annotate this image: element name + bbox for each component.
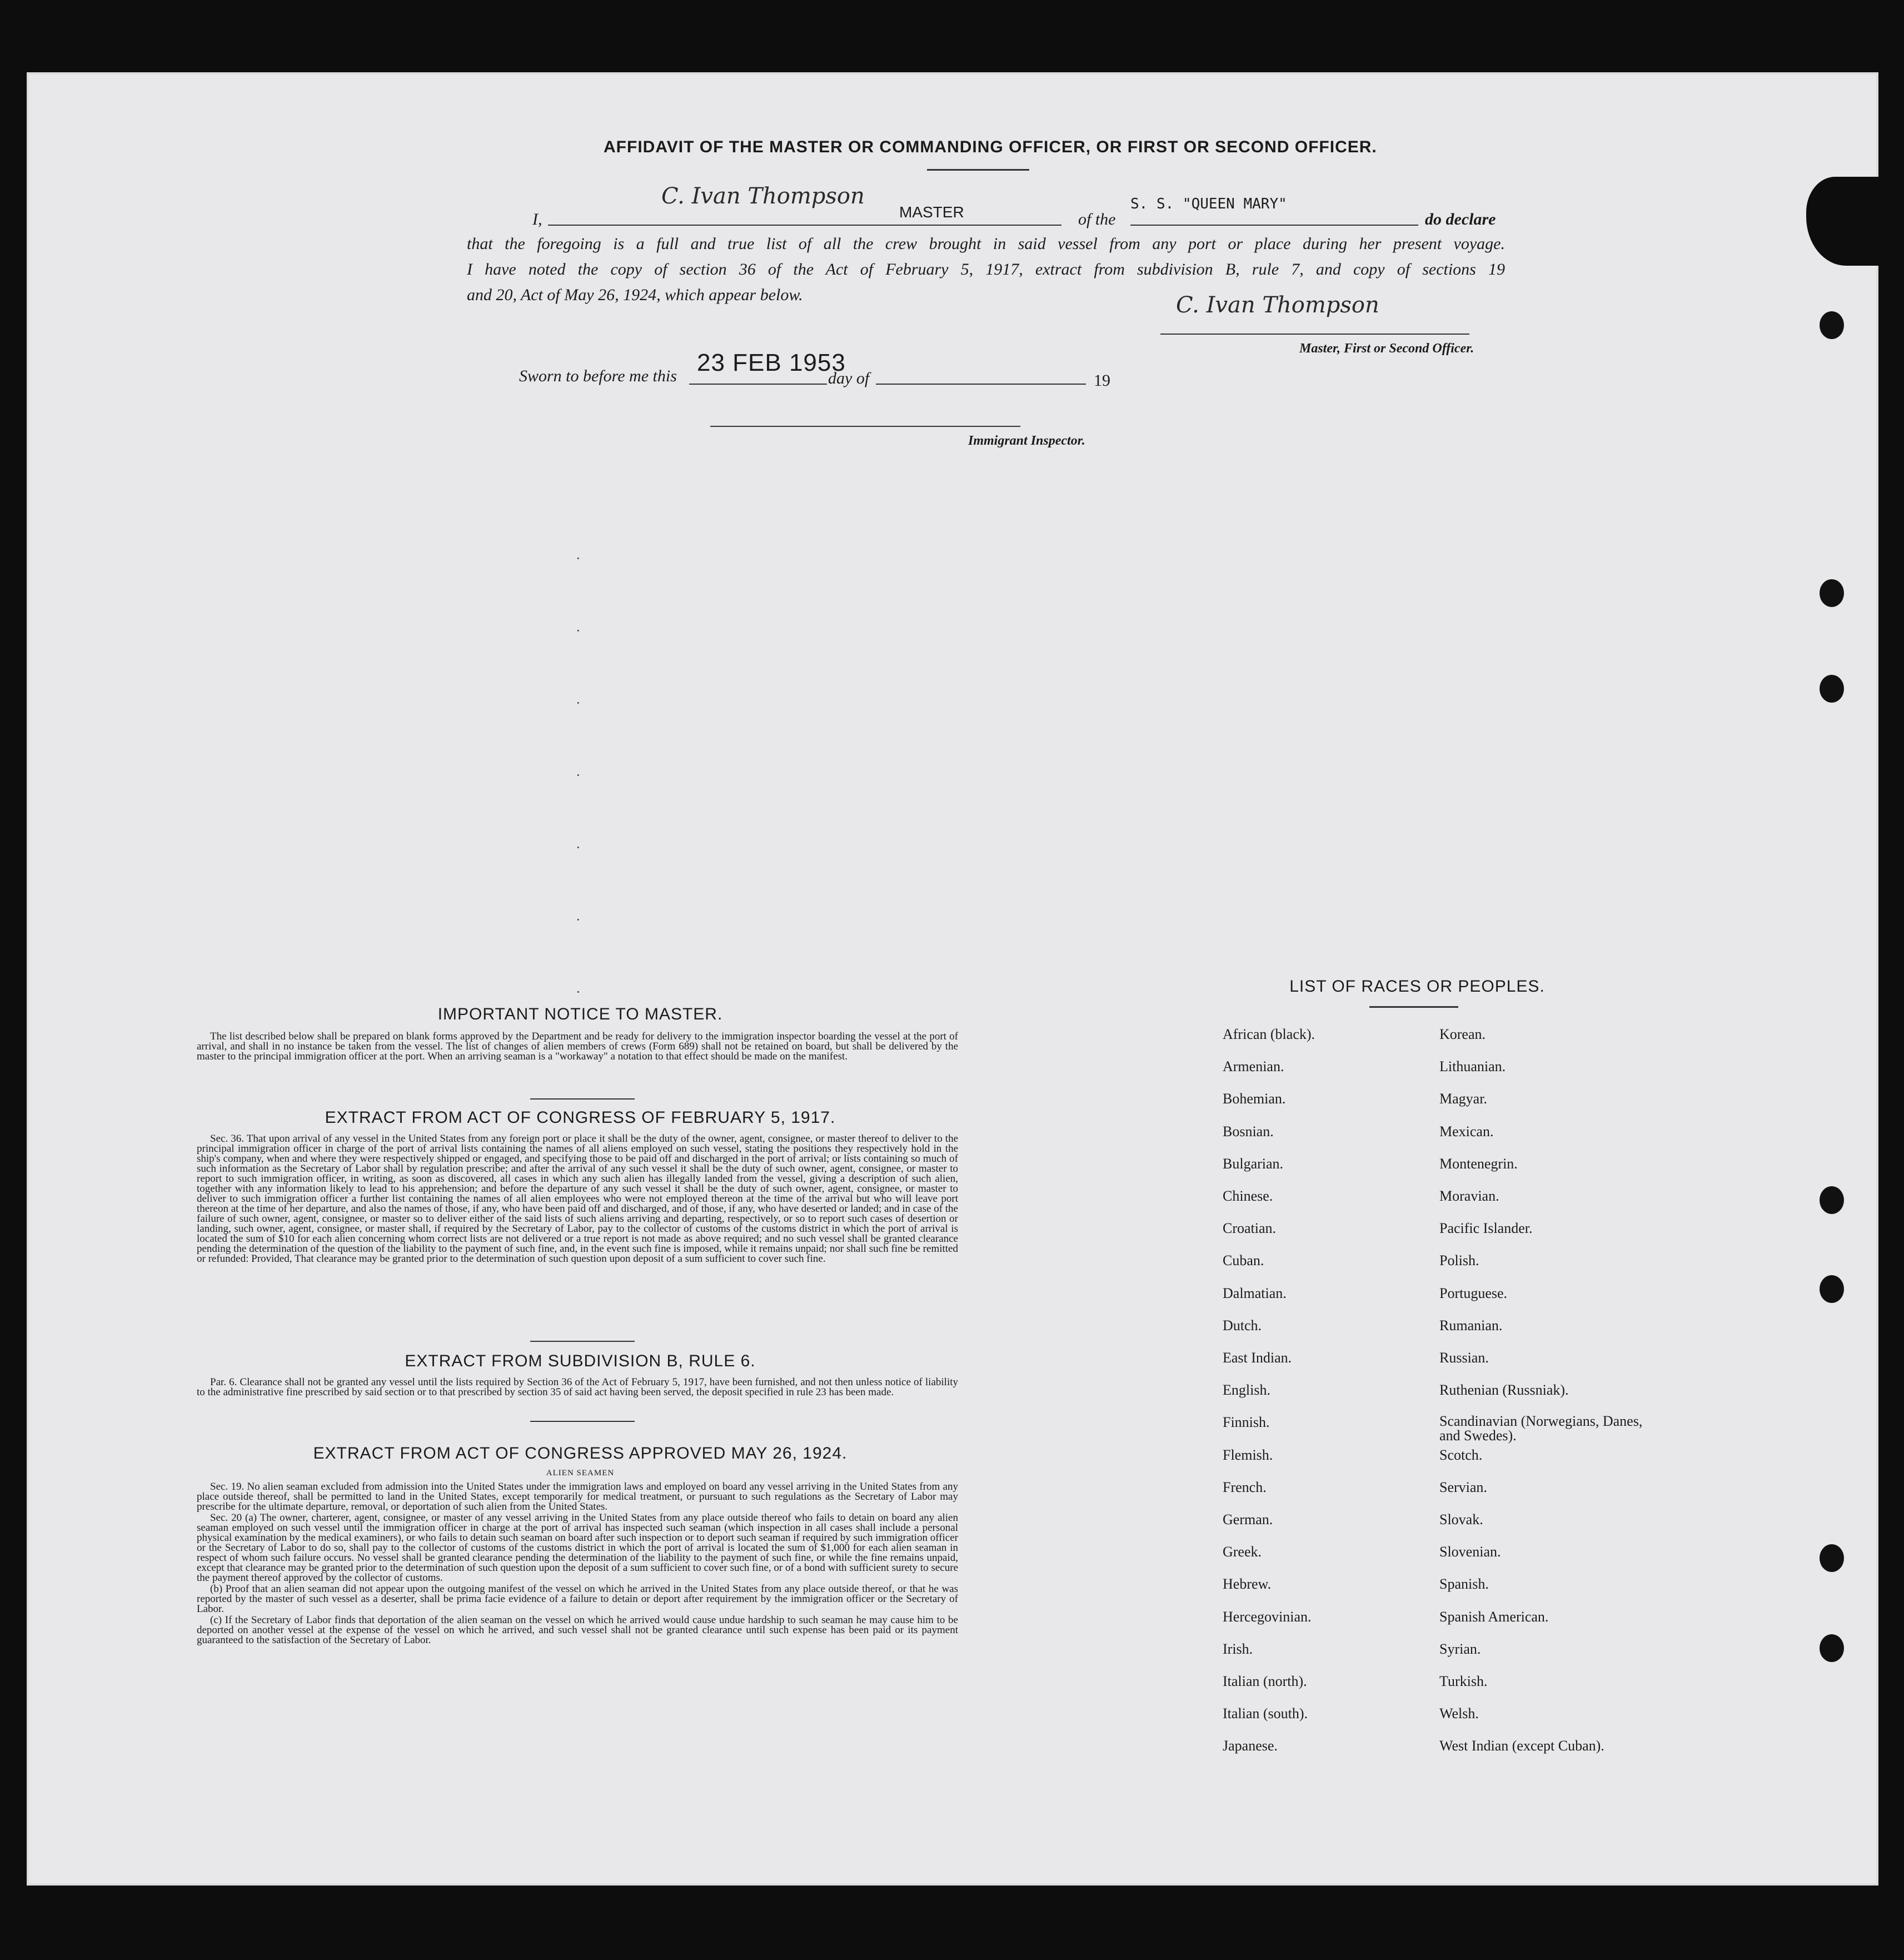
affidavit-title: AFFIDAVIT OF THE MASTER OR COMMANDING OFFICER, OR FIRST OR SECOND OFFICER. bbox=[604, 138, 1377, 156]
do-declare-label: do declare bbox=[1425, 210, 1496, 228]
day-of-label: day of bbox=[828, 369, 870, 387]
sworn-date-underline bbox=[689, 384, 827, 385]
punch-hole bbox=[1820, 1634, 1844, 1662]
of-the-label: of the bbox=[1078, 210, 1116, 228]
section-20c-text: (c) If the Secretary of Labor finds that deportation of the alien seaman on the vessel on which he arrived would cause undue hardship to such seaman he may cause him to be deported on another vessel at the expense of the vessel on which he arrived, and such vessel shall not be granted clearance until such expense has been paid or its payment guaranteed to the satisfaction of the Secretary of Labor. bbox=[197, 1614, 958, 1646]
inspector-signature-line bbox=[710, 426, 1020, 427]
rank-field: MASTER bbox=[899, 203, 964, 221]
race-item: Russian. bbox=[1439, 1350, 1489, 1366]
affidavit-line-1: that the foregoing is a full and true list of all the crew brought in said vessel from any port or place during her present voyage. bbox=[467, 235, 1505, 253]
race-item: Mexican. bbox=[1439, 1123, 1494, 1140]
day-of-underline bbox=[876, 384, 1086, 385]
race-item: Croatian. bbox=[1223, 1220, 1277, 1237]
race-item: Bulgarian. bbox=[1223, 1155, 1284, 1172]
race-item: Greek. bbox=[1223, 1544, 1262, 1560]
race-item: Finnish. bbox=[1223, 1414, 1270, 1431]
punch-hole bbox=[1820, 675, 1844, 703]
race-item: Scandinavian (Norwegians, Danes, and Swedes). bbox=[1439, 1413, 1643, 1444]
rule-6-title: EXTRACT FROM SUBDIVISION B, RULE 6. bbox=[405, 1352, 756, 1370]
punch-hole bbox=[1820, 1186, 1844, 1214]
race-item: French. bbox=[1223, 1479, 1267, 1495]
punch-hole bbox=[1820, 579, 1844, 607]
race-item: Italian (north). bbox=[1223, 1673, 1307, 1689]
races-title: LIST OF RACES OR PEOPLES. bbox=[1289, 977, 1545, 996]
extract-1924-title: EXTRACT FROM ACT OF CONGRESS APPROVED MAY 26, 1924. bbox=[313, 1444, 848, 1462]
year-prefix: 19 bbox=[1094, 371, 1110, 390]
race-item: Armenian. bbox=[1223, 1058, 1284, 1075]
extract-1917-rule bbox=[530, 1341, 635, 1342]
race-item: East Indian. bbox=[1223, 1350, 1292, 1366]
affidavit-line-2: I have noted the copy of section 36 of the Act of February 5, 1917, extract from subdivision B, rule 7, and copy of sections 19 bbox=[467, 260, 1505, 278]
notice-body bbox=[197, 1032, 958, 1063]
race-item: Slovenian. bbox=[1439, 1544, 1501, 1560]
race-item: Hebrew. bbox=[1223, 1576, 1272, 1593]
race-item: Chinese. bbox=[1223, 1188, 1273, 1204]
title-rule bbox=[927, 169, 1029, 171]
punch-hole bbox=[1820, 1544, 1844, 1572]
race-item: Spanish. bbox=[1439, 1576, 1489, 1593]
race-item: English. bbox=[1223, 1382, 1270, 1399]
race-item: Syrian. bbox=[1439, 1640, 1481, 1657]
race-item: Spanish American. bbox=[1439, 1608, 1549, 1625]
section-19-text: Sec. 19. No alien seaman excluded from admission into the United States under the immigration laws and employed on board any vessel arriving in the United States from any place outside thereof, shall be permitted to land in the United States, except temporarily for medical treatment, or pursuant to such regulations as the Secretary of Labor may prescribe for the ultimate departure, removal, or deportation of such alien from the United States. bbox=[197, 1481, 958, 1513]
race-item: Turkish. bbox=[1439, 1673, 1488, 1689]
alien-seamen-subtitle: ALIEN SEAMEN bbox=[546, 1469, 615, 1478]
race-item: Welsh. bbox=[1439, 1705, 1479, 1722]
extract-1917-body bbox=[197, 1134, 958, 1265]
affidavit-line-3: and 20, Act of May 26, 1924, which appear below. bbox=[467, 286, 803, 304]
section-20a-text: Sec. 20 (a) The owner, charterer, agent, consignee, or master of any vessel arriving in the United States from any place outside thereof who fails to detain on board any alien seaman employed on such vessel until the immigration officer in charge at the port of arrival has inspected such seaman (which inspection in all cases shall include a personal physical examination by the medical examiners), or who fails to detain such seaman on board after such inspection or to deport such seaman if required by such immigration officer or the Secretary of Labor to do so, shall pay to the collector of customs of the customs district in which the port of arrival is located the sum of $1,000 for each alien seaman in respect of whom such failure occurs. No vessel shall be granted clearance pending the determination of the liability to the payment of such fine, or while the fine remains unpaid, except that clearance may be granted prior to the determination of such question upon the deposit of a sum sufficient to cover such fine, or of a bond with sufficient surety to secure the payment thereof approved by the collector of customs. bbox=[197, 1512, 958, 1584]
extract-1917-title: EXTRACT FROM ACT OF CONGRESS OF FEBRUARY 5, 1917. bbox=[325, 1108, 836, 1127]
race-item: Moravian. bbox=[1439, 1188, 1499, 1204]
master-signature-top: C. Ivan Thompson bbox=[661, 183, 865, 209]
race-item: Lithuanian. bbox=[1439, 1058, 1506, 1075]
race-item: Dalmatian. bbox=[1223, 1285, 1287, 1301]
race-item: Servian. bbox=[1439, 1479, 1487, 1495]
race-item: Bosnian. bbox=[1223, 1123, 1274, 1140]
punch-hole bbox=[1820, 1275, 1844, 1303]
rule-6-text: Par. 6. Clearance shall not be granted any vessel until the lists required by Section 36 of the Act of February 5, 1917, have been furnished, and not then unless notice of liability to the administrative fine prescribed by said section or to that prescribed by section 35 of said act having been served, the deposit specified in rule 23 has been made. bbox=[197, 1376, 958, 1398]
signature-underline bbox=[1160, 334, 1469, 335]
rule-6-body bbox=[197, 1377, 958, 1399]
margin-dots: · · · · · · · bbox=[576, 550, 586, 1000]
sworn-label: Sworn to before me this bbox=[519, 367, 677, 385]
punch-hole bbox=[1820, 311, 1844, 339]
section-36-text: Sec. 36. That upon arrival of any vessel in the United States from any foreign port or place it shall be the duty of the owner, agent, consignee, or master thereof to deliver to the principal immigration officer in charge of the port of arrival lists containing the names of all aliens employed on such vessel, stating the positions they respectively hold in the ship's company, when and where they were respectively shipped or engaged, and specifying those to be paid off and discharged in the port of arrival; or lists containing so much of such information as the Secretary of Labor shall by regulation prescribe; and after the arrival of any such vessel it shall be the duty of such owner, agent, consignee, or master to report to such immigration officer, in writing, as soon as discovered, all cases in which any such alien has illegally landed from the vessel, giving a description of such alien, together with any information likely to lead to his apprehension; and before the departure of any such vessel it shall be the duty of such owner, agent, consignee, or master to deliver to such immigration officer a further list containing the names of all alien employees who were not employed thereon at the time of the arrival but who will leave port thereon at the time of her departure, and also the names of those, if any, who have been paid off and discharged, and of those, if any, who have deserted or landed; and in case of the failure of such owner, agent, consignee, or master so to deliver either of the said lists of such aliens arriving and departing, respectively, or so to report such cases of desertion or landing, such owner, agent, consignee, or master shall, if required by the Secretary of Labor, pay to the collector of customs of the customs district in which the port of arrival is located the sum of $10 for each alien concerning whom correct lists are not delivered or a true report is not made as above required; and no such vessel shall be granted clearance pending the determination of the question of the liability to the payment of such fine, and, in the event such fine is imposed, while it remains unpaid; nor shall such fine be remitted or refunded: Provided, That clearance may be granted prior to the determination of such question upon deposit of a sum sufficient to cover such fine. bbox=[197, 1133, 958, 1265]
name-underline bbox=[548, 225, 1061, 226]
section-20b-text: (b) Proof that an alien seaman did not appear upon the outgoing manifest of the vessel on which he arrived in the United States from any place outside thereof, or that he was reported by the master of such vessel as a deserter, shall be prima facie evidence of a failure to detain or deport after requirement by the immigration officer or the Secretary of Labor. bbox=[197, 1583, 958, 1615]
signature-caption: Master, First or Second Officer. bbox=[1299, 341, 1474, 356]
race-item: Ruthenian (Russniak). bbox=[1439, 1382, 1569, 1399]
race-item: Rumanian. bbox=[1439, 1317, 1503, 1334]
rule-6-rule bbox=[530, 1421, 635, 1422]
notice-title: IMPORTANT NOTICE TO MASTER. bbox=[437, 1005, 723, 1023]
i-label: I, bbox=[532, 210, 542, 228]
race-item: Portuguese. bbox=[1439, 1285, 1508, 1301]
race-item: Scotch. bbox=[1439, 1446, 1483, 1463]
race-item: West Indian (except Cuban). bbox=[1439, 1738, 1604, 1754]
race-item: African (black). bbox=[1223, 1026, 1315, 1042]
race-item: Japanese. bbox=[1223, 1738, 1278, 1754]
race-item: Dutch. bbox=[1223, 1317, 1262, 1334]
master-signature-bottom: C. Ivan Thompson bbox=[1176, 292, 1379, 318]
race-item: Magyar. bbox=[1439, 1091, 1487, 1107]
race-item: Flemish. bbox=[1223, 1446, 1273, 1463]
race-item: Korean. bbox=[1439, 1026, 1486, 1042]
race-item: German. bbox=[1223, 1511, 1273, 1528]
notice-rule bbox=[530, 1098, 635, 1100]
race-item: Montenegrin. bbox=[1439, 1155, 1518, 1172]
race-item: Polish. bbox=[1439, 1252, 1479, 1269]
sworn-date-stamp: 23 FEB 1953 bbox=[697, 349, 846, 376]
race-item: Pacific Islander. bbox=[1439, 1220, 1533, 1237]
race-item: Italian (south). bbox=[1223, 1705, 1308, 1722]
race-item: Slovak. bbox=[1439, 1511, 1483, 1528]
race-item: Bohemian. bbox=[1223, 1091, 1286, 1107]
extract-1924-body bbox=[197, 1482, 958, 1646]
races-rule bbox=[1369, 1006, 1458, 1008]
inspector-caption: Immigrant Inspector. bbox=[968, 434, 1085, 448]
race-item: Hercegovinian. bbox=[1223, 1608, 1312, 1625]
vessel-underline bbox=[1130, 225, 1418, 226]
race-item: Irish. bbox=[1223, 1640, 1253, 1657]
race-item: Cuban. bbox=[1223, 1252, 1264, 1269]
notice-paragraph: The list described below shall be prepared on blank forms approved by the Department and be ready for delivery to the immigration inspector boarding the vessel at the port of arrival, and shall in no instance be taken from the vessel. The list of changes of alien members of crews (Form 689) shall not be retained on board, but shall be delivered by the master to the principal immigration officer at the port. When an arriving seaman is a "workaway" a notation to that effect should be made on the manifest. bbox=[197, 1031, 958, 1062]
vessel-name: S. S. "QUEEN MARY" bbox=[1130, 196, 1287, 212]
